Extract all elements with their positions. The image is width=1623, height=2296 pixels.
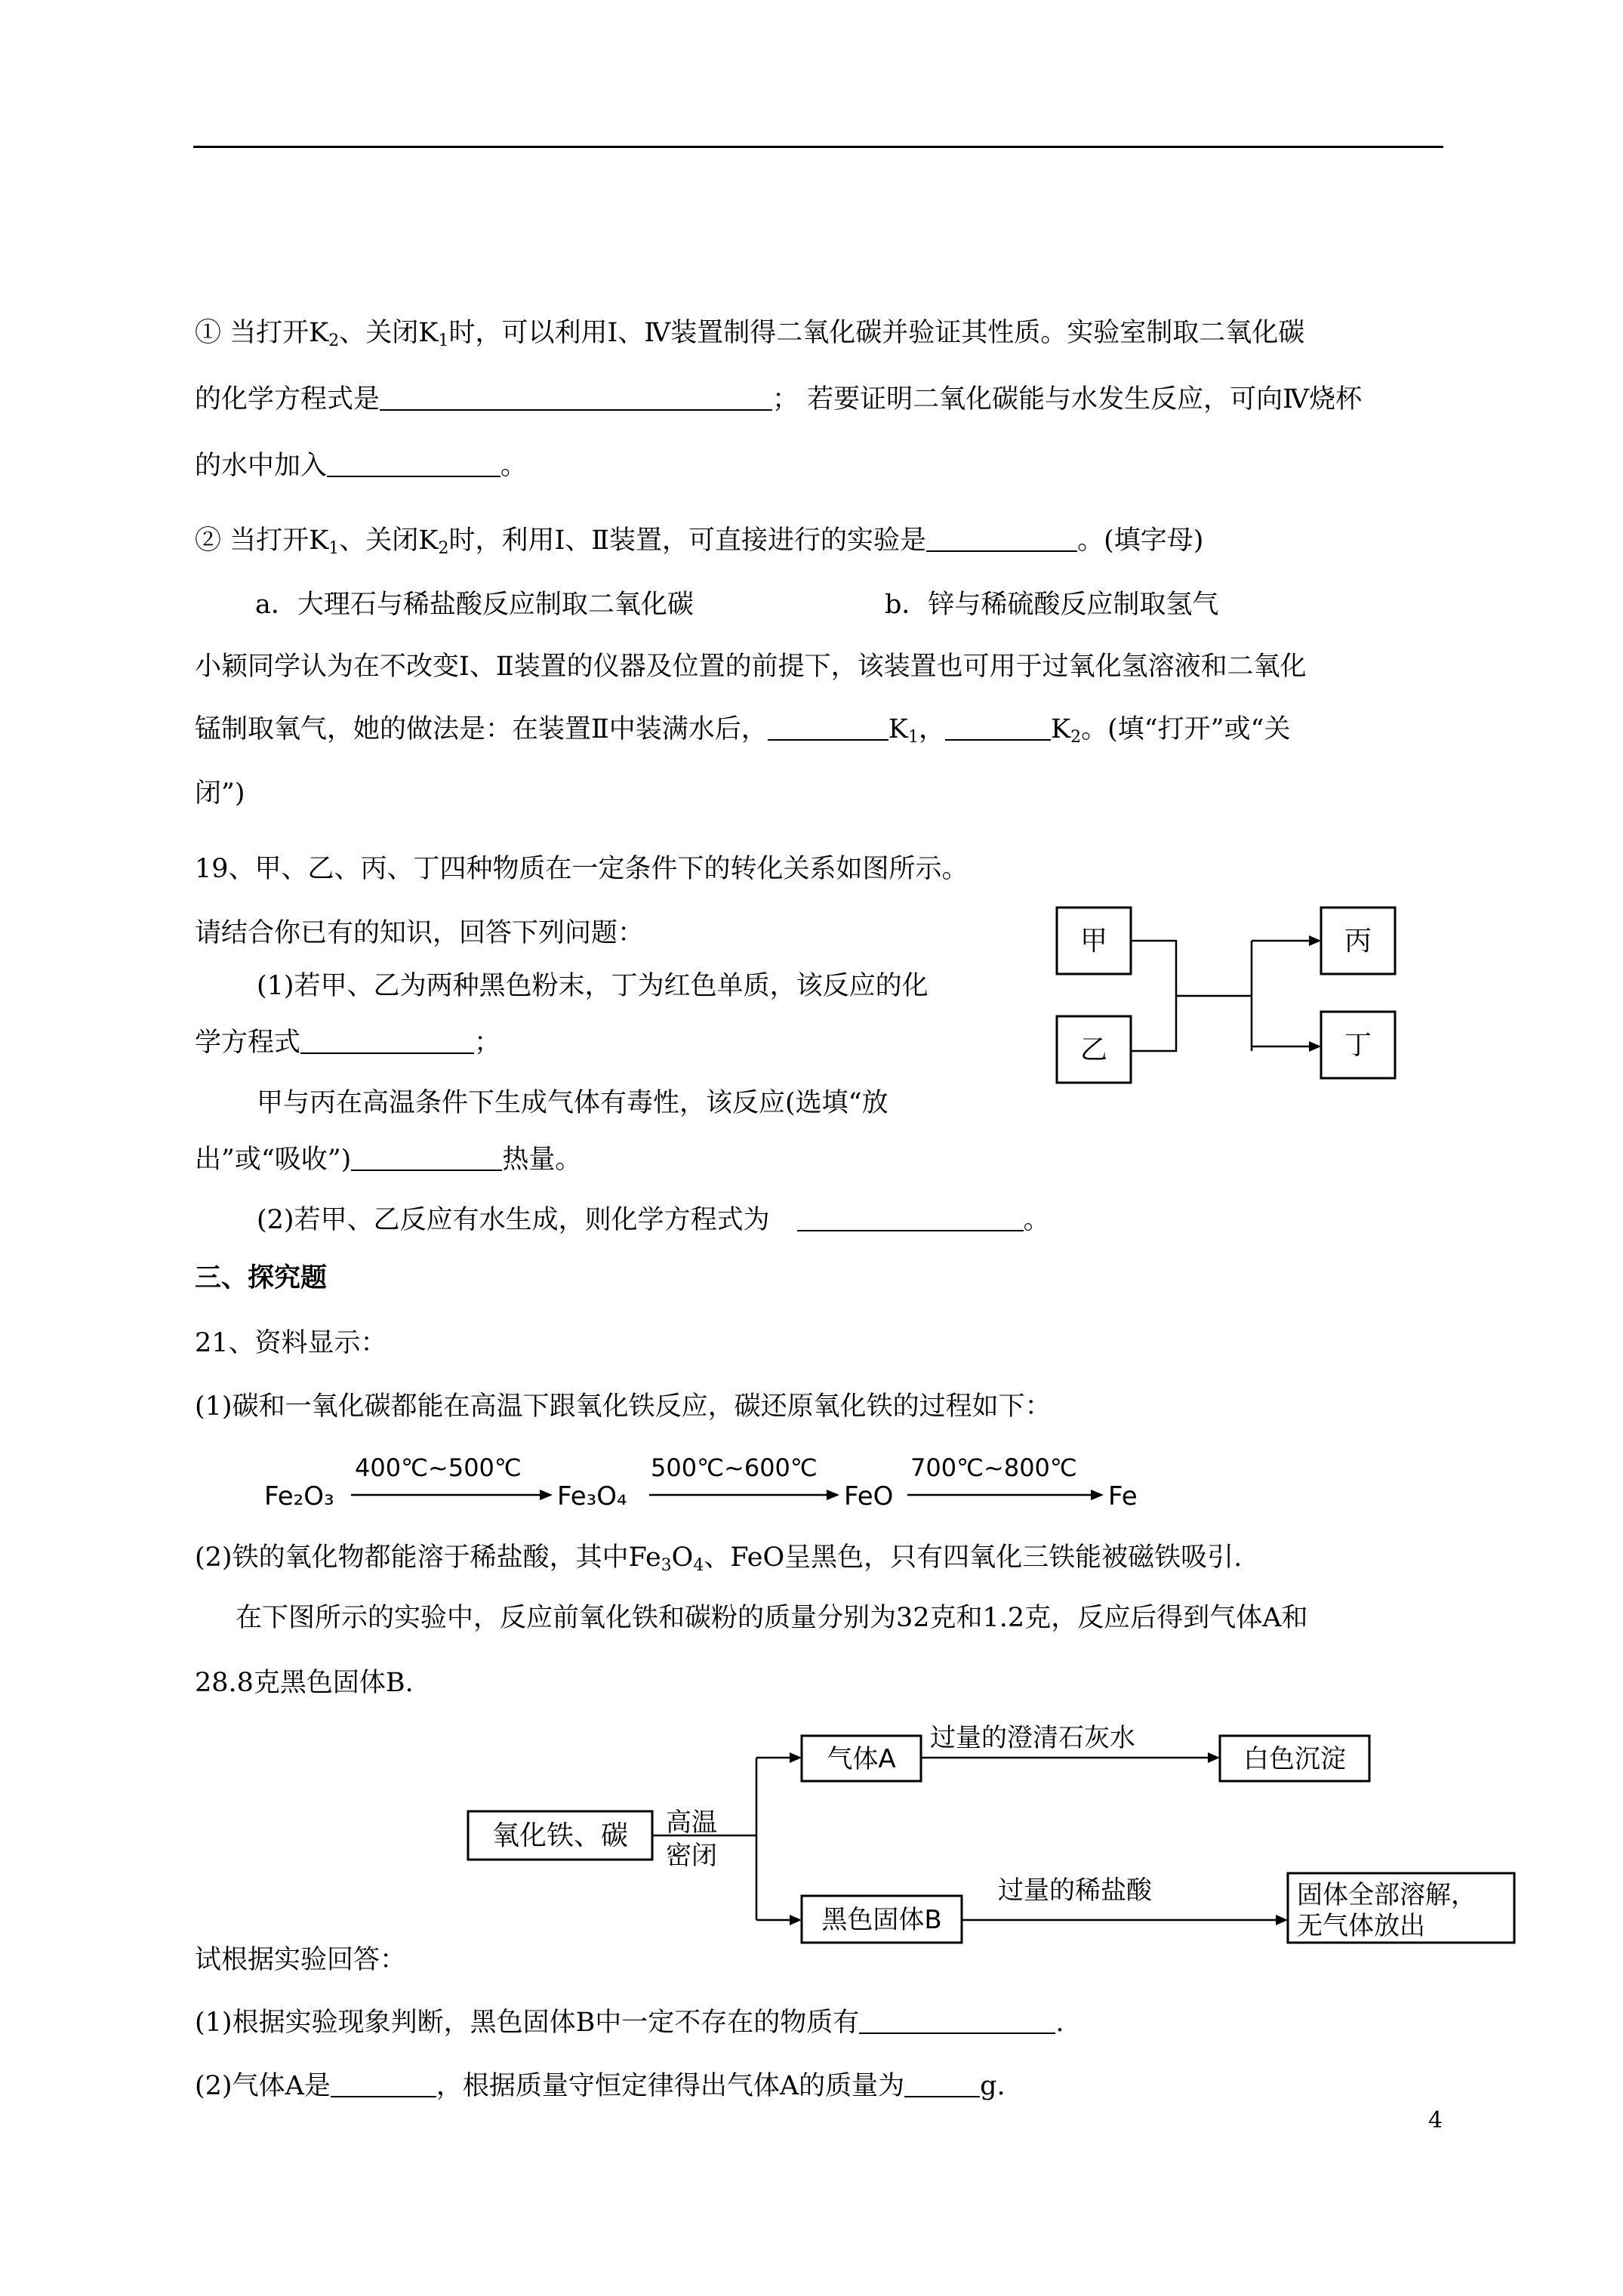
label-dissolve-result-2: 无气体放出 (1297, 1911, 1425, 1941)
temp-label-1: 400℃~500℃ (355, 1453, 522, 1482)
arrowhead-2 (827, 1490, 839, 1500)
arrowhead-1 (540, 1490, 553, 1500)
answer-blank[interactable] (926, 525, 1077, 552)
arrowhead-to-ding (1309, 1041, 1321, 1052)
answer-blank[interactable] (331, 2070, 436, 2097)
q21-info1: (1)碳和一氧化碳都能在高温下跟氧化铁反应，碳还原氧化铁的过程如下： (195, 1391, 1052, 1422)
q18-part2-line1: ② 当打开$K_1$、关闭$K_2$时，利用Ⅰ、Ⅱ装置，可直接进行的实验是 。(填字母) (195, 525, 1204, 558)
q18-option-b: b．锌与稀硫酸反应制取氢气 (885, 590, 1219, 620)
species-fe3o4: Fe₃O₄ (557, 1481, 627, 1512)
arrowhead-to-solid (790, 1915, 802, 1925)
q18-part3-line1: 小颖同学认为在不改变Ⅰ、Ⅱ装置的仪器及位置的前提下，该装置也可用于过氧化氢溶液和二氧化 (195, 652, 1307, 682)
page-number: 4 (1428, 2107, 1443, 2134)
arrowhead-3 (1091, 1490, 1104, 1500)
connector-lines (1131, 941, 1313, 1051)
arrowhead-to-precipitate (1208, 1752, 1220, 1763)
q19-transformation-diagram (1057, 906, 1404, 1102)
q21-experiment-line2: 28.8克黑色固体B. (195, 1668, 414, 1698)
arrowhead-to-bing (1309, 935, 1321, 946)
answer-blank[interactable] (797, 1204, 1024, 1231)
section-heading: 三、探究题 (195, 1262, 328, 1293)
label-white-precipitate: 白色沉淀 (1243, 1744, 1346, 1774)
answer-blank[interactable] (300, 1027, 474, 1054)
label-gas: 气体A (827, 1744, 896, 1774)
q18-part1-line1: ① 当打开$K_2$、关闭$K_1$时，可以利用Ⅰ、Ⅳ装置制得二氧化碳并验证其性质。实验室制取二氧化碳 (195, 318, 1305, 350)
answer-blank[interactable] (380, 384, 772, 411)
q19-sub1-line4: 出”或“吸收”) 热量。 (195, 1145, 582, 1175)
label-bing: 丙 (1344, 926, 1372, 957)
arrowhead-to-result (1276, 1915, 1288, 1925)
temp-label-3: 700℃~800℃ (910, 1453, 1077, 1482)
q21-experiment-line1: 在下图所示的实验中，反应前氧化铁和碳粉的质量分别为32克和1.2克，反应后得到气体A和 (236, 1603, 1308, 1633)
label-reagent-limewater: 过量的澄清石灰水 (930, 1723, 1135, 1753)
label-ding: 丁 (1344, 1030, 1372, 1061)
label-jia: 甲 (1079, 926, 1108, 957)
q19-sub1-line3: 甲与丙在高温条件下生成气体有毒性，该反应(选填“放 (257, 1088, 888, 1118)
header-rule (193, 146, 1443, 148)
answer-line-2: (2)气体A是 ，根据质量守恒定律得出气体A的质量为 g. (195, 2071, 1006, 2101)
answer-blank[interactable] (904, 2070, 980, 2097)
experiment-flow-diagram (460, 1725, 1532, 1944)
answer-line-1: (1)根据实验现象判断，黑色固体B中一定不存在的物质有 . (195, 2008, 1064, 2038)
label-condition-high-temp: 高温 (666, 1808, 717, 1838)
answer-blank[interactable] (768, 713, 888, 741)
species-feo: FeO (844, 1481, 894, 1512)
q18-part3-line2: 锰制取氧气，她的做法是：在装置Ⅱ中装满水后， $K_1$， $K_2$。(填“打开”或“关 (195, 714, 1291, 747)
answer-blank[interactable] (327, 450, 500, 477)
label-yi: 乙 (1079, 1034, 1108, 1065)
label-condition-sealed: 密闭 (666, 1841, 717, 1871)
q21-info2: (2)铁的氧化物都能溶于稀盐酸，其中$Fe_3O_4$、FeO呈黑色，只有四氧化三铁能被磁铁吸引. (195, 1542, 1243, 1575)
q19-sub1-line2: 学方程式 ； (195, 1028, 501, 1058)
species-fe2o3: Fe₂O₃ (264, 1481, 334, 1512)
species-fe: Fe (1108, 1481, 1138, 1512)
answer-prompt: 试根据实验回答： (195, 1945, 407, 1975)
arrowhead-to-gas (790, 1752, 802, 1763)
answer-blank[interactable] (351, 1144, 502, 1171)
q19-sub1-line1: (1)若甲、乙为两种黑色粉末，丁为红色单质，该反应的化 (257, 971, 929, 1001)
reduction-process-diagram (257, 1442, 1208, 1518)
label-dissolve-result-1: 固体全部溶解， (1297, 1880, 1477, 1910)
q18-part1-line2: 的化学方程式是 ； 若要证明二氧化碳能与水发生反应，可向Ⅳ烧杯 (195, 384, 1363, 415)
q18-part3-line3: 闭”) (195, 778, 245, 809)
label-reagent-hcl: 过量的稀盐酸 (998, 1875, 1152, 1906)
temp-label-2: 500℃~600℃ (651, 1453, 818, 1482)
answer-blank[interactable] (859, 2007, 1055, 2034)
q19-sub2: (2)若甲、乙反应有水生成，则化学方程式为 。 (257, 1205, 1050, 1235)
q21-intro: 21、资料显示： (195, 1328, 387, 1358)
q19-intro: 19、甲、乙、丙、丁四种物质在一定条件下的转化关系如图所示。 (195, 854, 969, 884)
q18-part1-line3: 的水中加入 。 (195, 451, 528, 481)
label-start: 氧化铁、碳 (491, 1820, 629, 1851)
answer-blank[interactable] (945, 713, 1051, 741)
q18-option-a: a．大理石与稀盐酸反应制取二氧化碳 (255, 590, 694, 620)
label-black-solid: 黑色固体B (821, 1905, 942, 1935)
q19-prompt: 请结合你已有的知识，回答下列问题： (195, 918, 645, 948)
